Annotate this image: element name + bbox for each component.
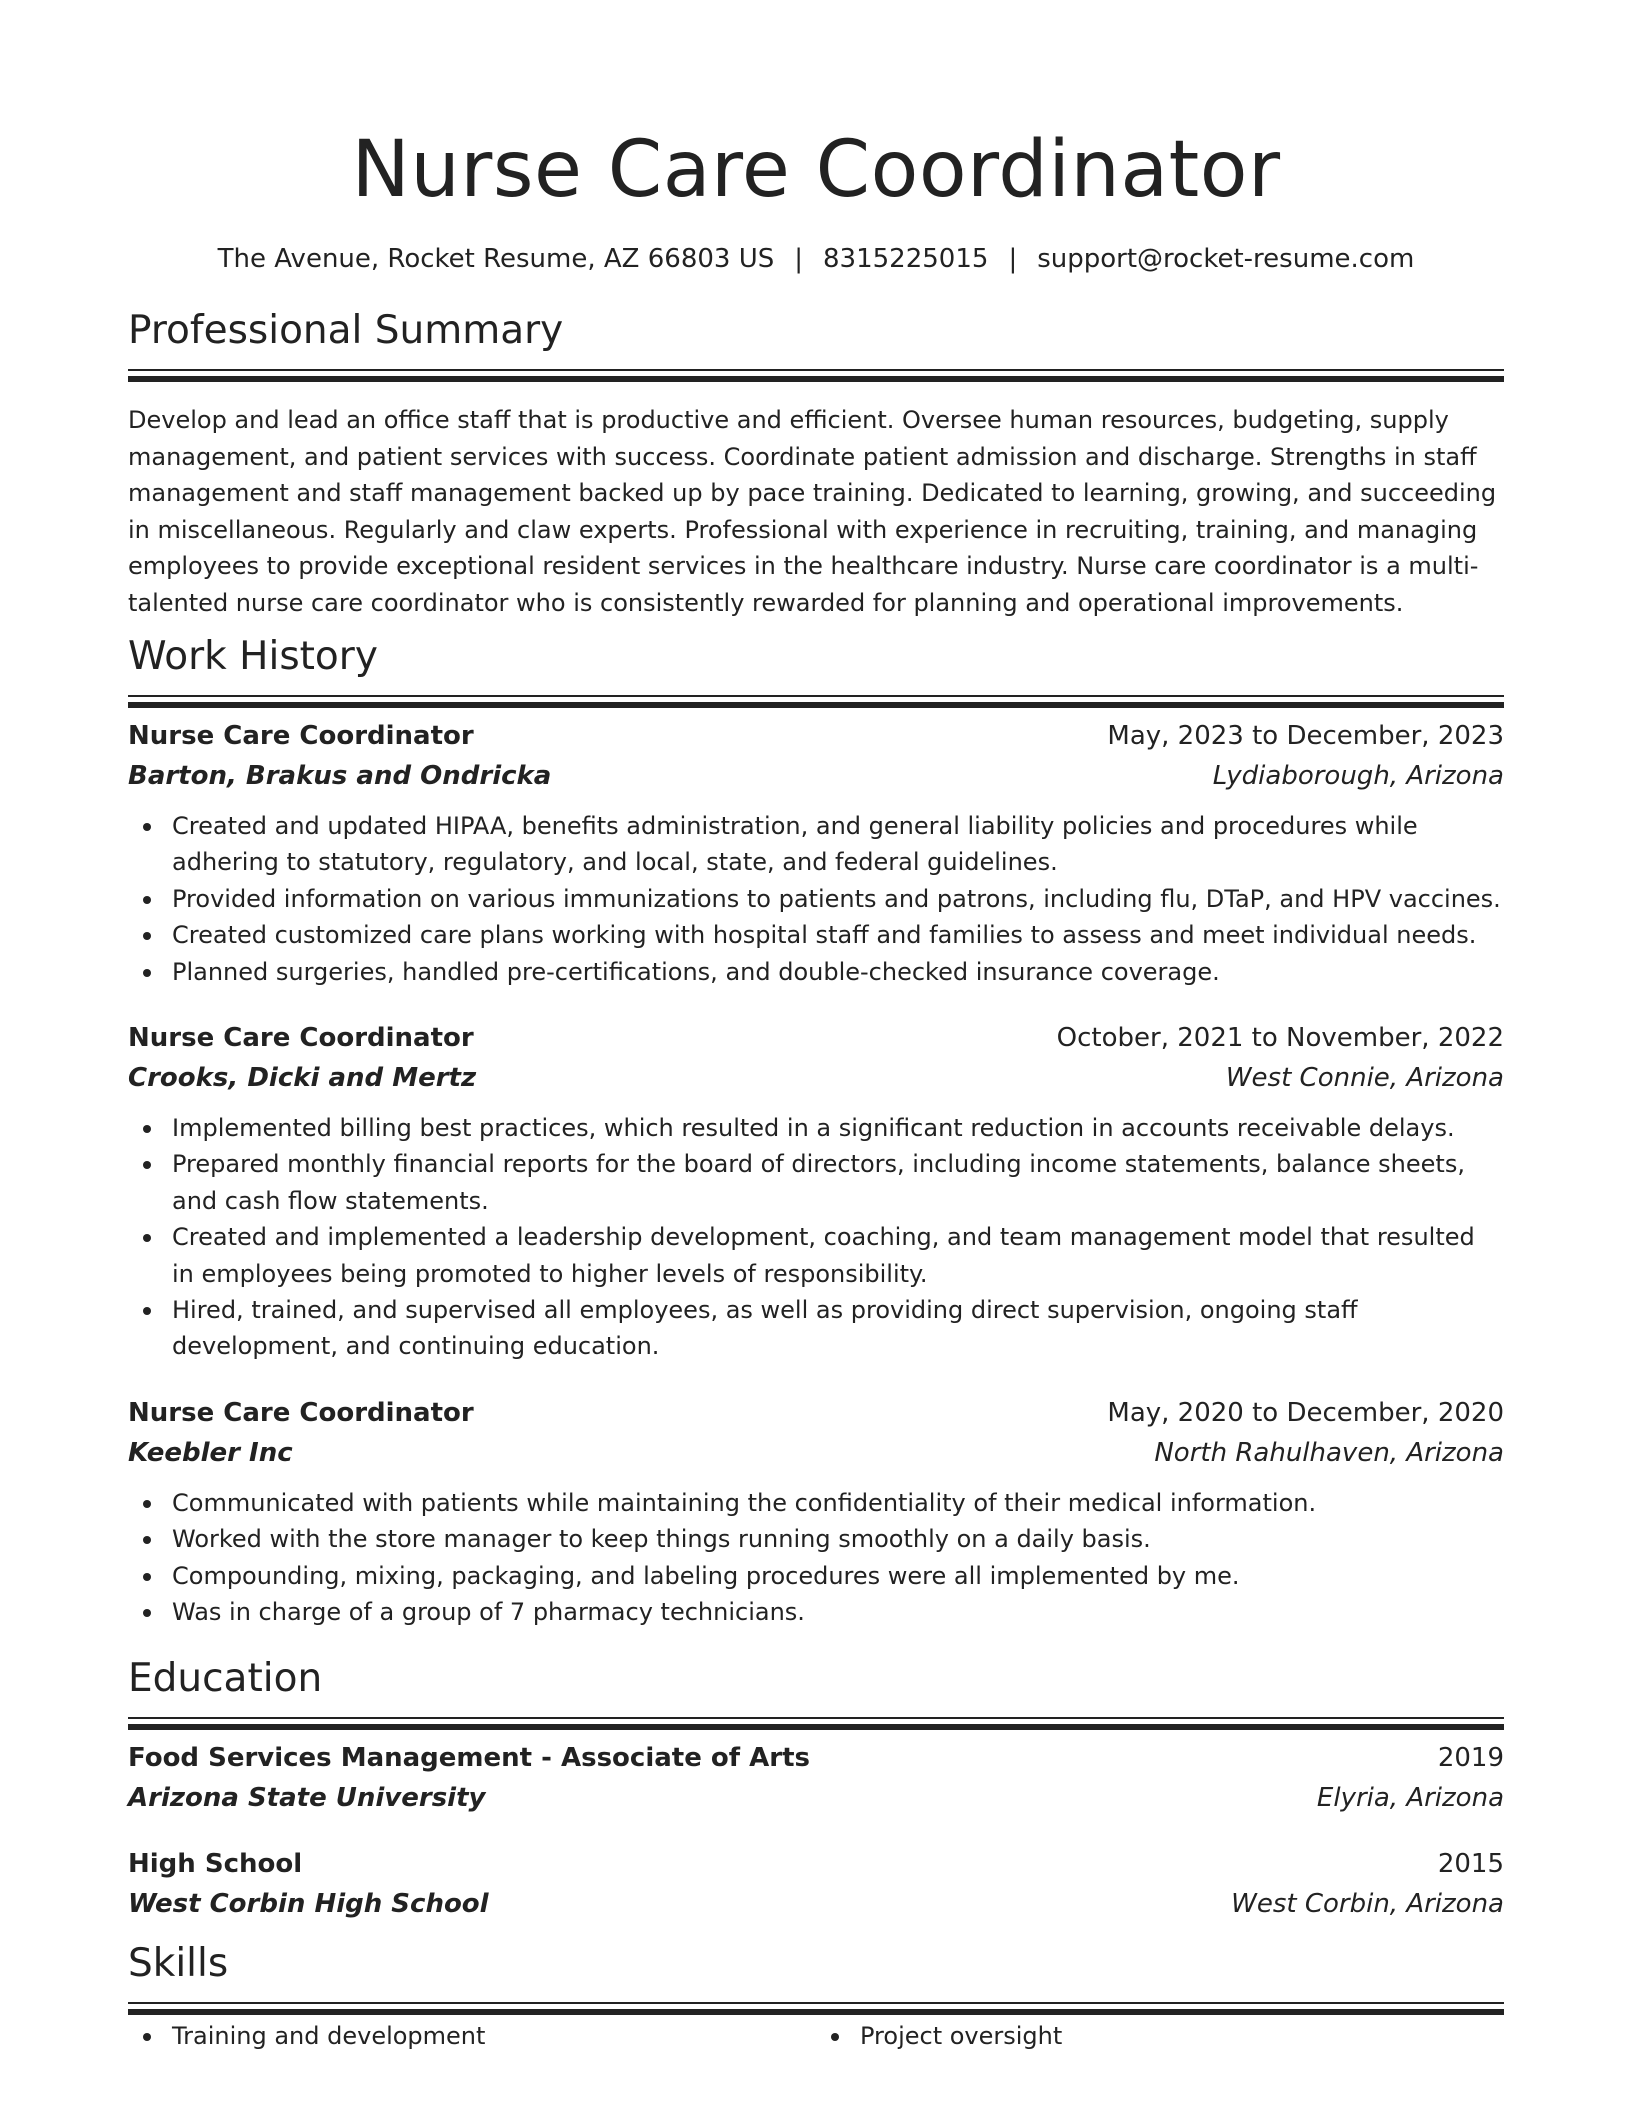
job-dates: May, 2020 to December, 2020 <box>1107 1397 1504 1428</box>
education-entry <box>128 1740 1504 1816</box>
job-location: West Connie, Arizona <box>1225 1063 1504 1094</box>
resume-name: Nurse Care Coordinator <box>351 125 1281 215</box>
job-bullet: Implemented billing best practices, which resulted in a significant reduction in accounts receivable delays. <box>172 1110 1504 1146</box>
job-bullet: Created customized care plans working with hospital staff and families to assess and meet individual needs. <box>172 917 1504 953</box>
education-degree: High School <box>128 1848 303 1879</box>
job-bullet: Created and implemented a leadership development, coaching, and team management model that resulted in employees being promoted to higher levels of responsibility. <box>172 1219 1504 1292</box>
job-bullet: Planned surgeries, handled pre-certifications, and double-checked insurance coverage. <box>172 954 1504 990</box>
job-bullet: Was in charge of a group of 7 pharmacy technicians. <box>172 1594 1504 1630</box>
skill-item: Project oversight <box>860 2018 1504 2054</box>
skills-columns <box>128 2018 1504 2054</box>
job-bullet: Provided information on various immunizations to patients and patrons, including flu, DTaP, and HPV vaccines. <box>172 881 1504 917</box>
job-company: Barton, Brakus and Ondricka <box>128 761 552 791</box>
section-title-work-history: Work History <box>128 634 378 679</box>
work-history-section <box>128 633 1504 1631</box>
education-school: Arizona State University <box>128 1782 486 1813</box>
job-bullet: Prepared monthly financial reports for the board of directors, including income statements, balance sheets, and cash flow statements. <box>172 1146 1504 1219</box>
contact-separator: | <box>1008 244 1018 274</box>
education-school: West Corbin High School <box>128 1888 489 1919</box>
job-bullet: Hired, trained, and supervised all employees, as well as providing direct supervision, ongoing staff development, and continuing education. <box>172 1292 1504 1365</box>
job-location: Lydiaborough, Arizona <box>1212 761 1504 791</box>
job-dates: October, 2021 to November, 2022 <box>1056 1023 1504 1054</box>
job-title: Nurse Care Coordinator <box>128 1023 474 1054</box>
job-bullet: Worked with the store manager to keep things running smoothly on a daily basis. <box>172 1521 1504 1557</box>
section-divider <box>128 369 1504 371</box>
job-bullets <box>128 1110 1504 1365</box>
contact-line <box>128 242 1504 276</box>
job-bullet: Created and updated HIPAA, benefits administration, and general liability policies and procedures while adhering to statutory, regulatory, and local, state, and federal guidelines. <box>172 808 1504 881</box>
job-entry <box>128 718 1504 990</box>
summary-section <box>128 307 1504 621</box>
contact-phone: 8315225015 <box>823 244 989 274</box>
job-title: Nurse Care Coordinator <box>128 721 474 751</box>
education-year: 2015 <box>1437 1848 1504 1879</box>
education-degree: Food Services Management - Associate of Arts <box>128 1742 810 1773</box>
job-company: Keebler Inc <box>128 1437 293 1468</box>
section-divider <box>128 2002 1504 2004</box>
contact-separator: | <box>794 244 804 274</box>
summary-text: Develop and lead an office staff that is productive and efficient. Oversee human resources, budgeting, supply management, and patient services with success. Coordinate patient admission and discharge. Strengths in staff management and staff management backed up by pace training. Dedicated to learning, growing, and succeeding in miscellaneous. Regularly and claw experts. Professional with experience in recruiting, training, and managing employees to provide exceptional resident services in the healthcare industry. Nurse care coordinator is a multi-talented nurse care coordinator who is consistently rewarded for planning and operational improvements. <box>128 406 1497 617</box>
skill-item: Training and development <box>172 2018 816 2054</box>
job-bullet: Communicated with patients while maintaining the confidentiality of their medical information. <box>172 1485 1504 1521</box>
section-divider <box>128 1717 1504 1719</box>
section-divider <box>128 695 1504 697</box>
job-bullets <box>128 1485 1504 1631</box>
job-company: Crooks, Dicki and Mertz <box>128 1063 477 1094</box>
education-section <box>128 1655 1504 1922</box>
job-bullet: Compounding, mixing, packaging, and labeling procedures were all implemented by me. <box>172 1558 1504 1594</box>
resume-page <box>128 0 1504 2054</box>
job-dates: May, 2023 to December, 2023 <box>1107 721 1504 751</box>
job-entry <box>128 1020 1504 1365</box>
job-location: North Rahulhaven, Arizona <box>1154 1437 1504 1468</box>
job-title: Nurse Care Coordinator <box>128 1397 474 1428</box>
job-entry <box>128 1395 1504 1631</box>
contact-address: The Avenue, Rocket Resume, AZ 66803 US <box>217 244 775 274</box>
education-year: 2019 <box>1437 1742 1504 1773</box>
education-location: West Corbin, Arizona <box>1231 1888 1504 1919</box>
section-title-summary: Professional Summary <box>128 308 564 353</box>
skills-list-right <box>816 2018 1504 2054</box>
education-entry <box>128 1846 1504 1922</box>
section-title-skills: Skills <box>128 1940 229 1986</box>
education-location: Elyria, Arizona <box>1316 1782 1504 1813</box>
contact-email: support@rocket-resume.com <box>1037 244 1415 274</box>
skills-section <box>128 1940 1504 2054</box>
skills-list-left <box>128 2018 816 2054</box>
section-title-education: Education <box>128 1655 323 1701</box>
job-bullets <box>128 808 1504 990</box>
